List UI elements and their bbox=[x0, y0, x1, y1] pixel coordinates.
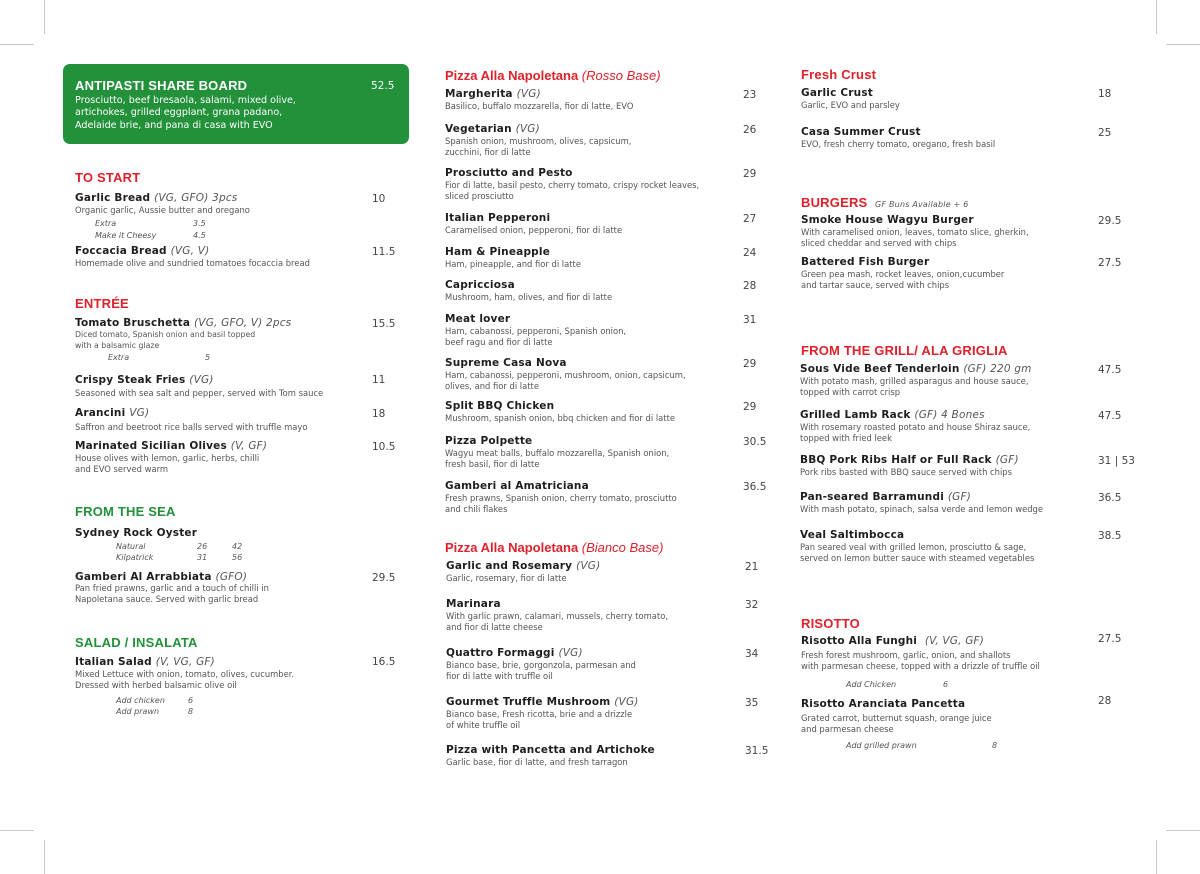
item-name: Gamberi al Amatriciana bbox=[445, 480, 589, 492]
pizza-bianco-item-price: 35 bbox=[745, 697, 759, 709]
pizza-bianco-item-desc bbox=[446, 709, 632, 731]
item-name: Italian Pepperoni bbox=[445, 212, 551, 224]
pizza-rosso-item-desc bbox=[445, 326, 626, 348]
grill-item-name bbox=[800, 409, 985, 421]
item-name: Tomato Bruschetta bbox=[75, 317, 191, 329]
item-name: Pizza with Pancetta and Artichoke bbox=[446, 744, 655, 756]
item-name: Smoke House Wagyu Burger bbox=[801, 214, 974, 226]
desc-line: topped with carrot crisp bbox=[800, 386, 901, 397]
grill-item-desc bbox=[800, 542, 1034, 564]
item-name: Pan-seared Barramundi bbox=[800, 491, 944, 503]
pizza-rosso-item-price: 31 bbox=[743, 314, 757, 326]
desc-line: House olives with lemon, garlic, herbs, chilli bbox=[75, 453, 260, 463]
heading-sub: (Rosso Base) bbox=[581, 68, 661, 83]
bruschetta-desc bbox=[75, 330, 255, 351]
risotto-funghi-price: 27.5 bbox=[1098, 633, 1122, 645]
section-burgers bbox=[801, 195, 969, 210]
grill-item-name bbox=[800, 529, 904, 541]
burger-item-name bbox=[801, 256, 929, 268]
antipasti-price: 52.5 bbox=[371, 80, 395, 92]
heading-text: Pizza Alla Napoletana bbox=[445, 540, 579, 555]
section-risotto: RISOTTO bbox=[801, 616, 860, 631]
add-chicken-label: Add chicken bbox=[116, 696, 165, 705]
crop-mark bbox=[0, 44, 34, 45]
risotto-add-chicken-price: 6 bbox=[943, 680, 949, 689]
desc-line: Pan fried prawns, garlic and a touch of chilli in bbox=[75, 583, 269, 593]
item-name: Split BBQ Chicken bbox=[445, 400, 555, 412]
desc-line: fresh basil, fior di latte bbox=[445, 458, 540, 469]
foccacia-name bbox=[75, 245, 209, 257]
desc-line: and parmesan cheese bbox=[801, 723, 894, 734]
grill-item-desc bbox=[800, 422, 1030, 444]
desc-line: Fresh forest mushroom, garlic, onion, and shallots bbox=[801, 650, 1011, 660]
desc-line: Mushroom, ham, olives, and fior di latte bbox=[445, 292, 613, 302]
item-tag: VG) bbox=[129, 407, 150, 419]
pizza-rosso-item-desc bbox=[445, 180, 699, 202]
extra-label: Extra bbox=[95, 219, 117, 228]
desc-line: Dressed with herbed balsamic olive oil bbox=[75, 679, 237, 690]
cheesy-price: 4.5 bbox=[193, 231, 206, 240]
desc-line: Garlic base, fior di latte, and fresh tarragon bbox=[446, 757, 628, 767]
grill-item-name bbox=[800, 454, 1019, 466]
pizza-rosso-item-price: 28 bbox=[743, 280, 757, 292]
item-tag: (VG) bbox=[516, 88, 541, 100]
item-name: Gourmet Truffle Mushroom bbox=[446, 696, 611, 708]
pizza-rosso-item-name bbox=[445, 480, 589, 492]
bruschetta-name bbox=[75, 317, 291, 329]
grill-item-desc bbox=[800, 504, 1043, 515]
crust-item-desc bbox=[801, 139, 995, 150]
item-name: Veal Saltimbocca bbox=[800, 529, 905, 541]
extra-label: Extra bbox=[108, 353, 130, 362]
item-tag: (VG) bbox=[189, 374, 214, 386]
heading-text: BURGERS bbox=[801, 195, 868, 210]
item-name: Marinara bbox=[446, 598, 501, 610]
grill-item-desc bbox=[800, 376, 1029, 398]
pizza-rosso-item-price: 29 bbox=[743, 168, 757, 180]
desc-line: Fior di latte, basil pesto, cherry tomato, crispy rocket leaves, bbox=[445, 180, 700, 190]
burger-item-desc bbox=[801, 227, 1029, 249]
desc-line: and tartar sauce, served with chips bbox=[801, 279, 950, 290]
steak-fries-price: 11 bbox=[372, 374, 386, 386]
desc-line: Diced tomato, Spanish onion and basil topped bbox=[75, 330, 256, 339]
pizza-bianco-item-name bbox=[446, 560, 600, 572]
pizza-bianco-item-price: 34 bbox=[745, 648, 759, 660]
desc-line: Bianco base, Fresh ricotta, brie and a drizzle bbox=[446, 709, 633, 719]
crop-mark bbox=[44, 0, 45, 34]
item-tag: (VG, GFO) 3pcs bbox=[154, 192, 238, 204]
risotto-pancetta-price: 28 bbox=[1098, 695, 1112, 707]
burger-item-desc bbox=[801, 269, 1004, 291]
desc-line: olives, and fior di latte bbox=[445, 380, 539, 391]
pizza-bianco-item-price: 32 bbox=[745, 599, 759, 611]
desc-line: fior di latte with truffle oil bbox=[446, 670, 553, 681]
desc-line: With caramelised onion, leaves, tomato slice, gherkin, bbox=[801, 227, 1029, 237]
item-tag: (V, GF) bbox=[230, 440, 268, 452]
item-tag: (V, VG, GF) bbox=[155, 656, 215, 668]
cheesy-label: Make it Cheesy bbox=[95, 231, 157, 240]
antipasti-desc bbox=[75, 95, 296, 132]
pizza-rosso-item-price: 27 bbox=[743, 213, 757, 225]
crop-mark bbox=[1156, 840, 1157, 874]
olives-desc bbox=[75, 453, 259, 475]
desc-line: Pan seared veal with grilled lemon, prosciutto & sage, bbox=[800, 542, 1027, 552]
crop-mark bbox=[1166, 44, 1200, 45]
item-name: Quattro Formaggi bbox=[446, 647, 555, 659]
pizza-rosso-item-desc bbox=[445, 448, 669, 470]
bruschetta-price: 15.5 bbox=[372, 318, 396, 330]
desc-line: EVO, fresh cherry tomato, oregano, fresh basil bbox=[801, 139, 996, 149]
pizza-rosso-item-price: 30.5 bbox=[743, 436, 767, 448]
item-tag: (VG) bbox=[558, 647, 583, 659]
item-name: Supreme Casa Nova bbox=[445, 357, 567, 369]
item-name: Casa Summer Crust bbox=[801, 126, 921, 138]
crust-item-name bbox=[801, 87, 873, 99]
desc-line: Mushroom, spanish onion, bbq chicken and fior di latte bbox=[445, 413, 676, 423]
desc-line: Basilico, buffalo mozzarella, fior di latte, EVO bbox=[445, 101, 634, 111]
desc-line: beef ragu and fior di latte bbox=[445, 336, 553, 347]
risotto-funghi-desc bbox=[801, 650, 1040, 672]
desc-line: Spanish onion, mushroom, olives, capsicum, bbox=[445, 136, 632, 146]
item-tag: (VG, V) bbox=[170, 245, 210, 257]
garlic-bread-price: 10 bbox=[372, 193, 386, 205]
crust-item-price: 18 bbox=[1098, 88, 1112, 100]
pizza-bianco-item-name bbox=[446, 696, 639, 708]
gf-buns-note: GF Buns Available + 6 bbox=[875, 200, 969, 209]
item-tag: (VG) bbox=[515, 123, 540, 135]
pizza-rosso-item-desc bbox=[445, 259, 581, 270]
pizza-rosso-item-desc bbox=[445, 413, 675, 424]
item-name: Ham & Pineapple bbox=[445, 246, 551, 258]
risotto-pancetta-name: Risotto Aranciata Pancetta bbox=[801, 698, 966, 710]
item-tag: (V, VG, GF) bbox=[924, 635, 985, 647]
grill-item-price: 36.5 bbox=[1098, 492, 1122, 504]
pizza-rosso-item-desc bbox=[445, 370, 686, 392]
oyster-natural-dozen: 42 bbox=[232, 542, 243, 551]
burger-item-price: 29.5 bbox=[1098, 215, 1122, 227]
oyster-kilpatrick-label: Kilpatrick bbox=[116, 553, 154, 562]
desc-line: Pork ribs basted with BBQ sauce served with chips bbox=[800, 467, 1012, 477]
pizza-rosso-item-desc bbox=[445, 101, 633, 112]
item-name: Foccacia Bread bbox=[75, 245, 167, 257]
pizza-rosso-item-desc bbox=[445, 292, 612, 303]
add-prawn-price: 8 bbox=[188, 707, 194, 716]
desc-line: served on lemon butter sauce with steamed vegetables bbox=[800, 552, 1035, 563]
burger-item-name bbox=[801, 214, 974, 226]
desc-line: Prosciutto, beef bresaola, salami, mixed olive, bbox=[75, 95, 296, 106]
crust-item-price: 25 bbox=[1098, 127, 1112, 139]
oyster-name: Sydney Rock Oyster bbox=[75, 527, 198, 539]
grill-item-desc bbox=[800, 467, 1012, 478]
add-chicken-price: 6 bbox=[188, 696, 194, 705]
antipasti-share-board bbox=[63, 64, 409, 144]
item-name: Battered Fish Burger bbox=[801, 256, 930, 268]
pizza-rosso-item-name bbox=[445, 88, 541, 100]
gamberi-name bbox=[75, 571, 247, 583]
crust-item-name bbox=[801, 126, 921, 138]
desc-line: with parmesan cheese, topped with a drizzle of truffle oil bbox=[801, 660, 1040, 671]
desc-line: Ham, cabanossi, pepperoni, mushroom, onion, capsicum, bbox=[445, 370, 686, 380]
item-tag: (GFO) bbox=[215, 571, 248, 583]
desc-line: Garlic, EVO and parsley bbox=[801, 100, 900, 110]
pizza-rosso-item-name bbox=[445, 313, 510, 325]
oyster-kilpatrick-dozen: 56 bbox=[232, 553, 243, 562]
desc-line: Napoletana sauce. Served with garlic bread bbox=[75, 593, 259, 604]
heading-sub: (Bianco Base) bbox=[581, 540, 664, 555]
item-name: Garlic Bread bbox=[75, 192, 151, 204]
gamberi-desc bbox=[75, 583, 269, 605]
item-name: Italian Salad bbox=[75, 656, 152, 668]
pizza-bianco-item-desc bbox=[446, 757, 628, 768]
desc-line: Adelaide brie, and pana di casa with EVO bbox=[75, 119, 273, 131]
item-tag: (VG, GFO, V) 2pcs bbox=[194, 317, 292, 329]
steak-fries-desc: Seasoned with sea salt and pepper, served with Tom sauce bbox=[75, 388, 324, 398]
grill-item-price: 31 | 53 bbox=[1098, 455, 1135, 467]
foccacia-desc: Homemade olive and sundried tomatoes focaccia bread bbox=[75, 258, 310, 268]
item-name: Capricciosa bbox=[445, 279, 515, 291]
arancini-name bbox=[75, 407, 149, 419]
desc-line: and EVO served warm bbox=[75, 463, 169, 474]
pizza-rosso-item-name bbox=[445, 167, 573, 179]
item-tag: (VG) bbox=[576, 560, 601, 572]
foccacia-price: 11.5 bbox=[372, 246, 396, 258]
pizza-rosso-item-name bbox=[445, 435, 532, 447]
desc-line: Fresh prawns, Spanish onion, cherry tomato, prosciutto bbox=[445, 493, 677, 503]
desc-line: sliced prosciutto bbox=[445, 190, 514, 201]
desc-line: topped with fried leek bbox=[800, 432, 892, 443]
item-name: Margherita bbox=[445, 88, 513, 100]
desc-line: Wagyu meat balls, buffalo mozzarella, Spanish onion, bbox=[445, 448, 670, 458]
section-salad: SALAD / INSALATA bbox=[75, 635, 198, 650]
italian-salad-desc bbox=[75, 669, 294, 691]
pizza-rosso-item-price: 26 bbox=[743, 124, 757, 136]
section-entree: ENTRÉE bbox=[75, 296, 129, 311]
risotto-funghi-name bbox=[801, 635, 984, 647]
desc-line: and chili flakes bbox=[445, 503, 508, 514]
item-name: Arancini bbox=[75, 407, 126, 419]
pizza-rosso-item-name bbox=[445, 246, 550, 258]
oyster-natural-label: Natural bbox=[116, 542, 146, 551]
grill-item-price: 47.5 bbox=[1098, 364, 1122, 376]
section-to-start: TO START bbox=[75, 170, 141, 185]
item-name: Sous Vide Beef Tenderloin bbox=[800, 363, 960, 375]
desc-line: with a balsamic glaze bbox=[75, 340, 160, 350]
italian-salad-name bbox=[75, 656, 215, 668]
item-tag: (VG) bbox=[614, 696, 639, 708]
crop-mark bbox=[1166, 830, 1200, 831]
pizza-bianco-item-name bbox=[446, 647, 583, 659]
grill-item-price: 47.5 bbox=[1098, 410, 1122, 422]
desc-line: artichokes, grilled eggplant, grana padano, bbox=[75, 107, 283, 119]
desc-line: Bianco base, brie, gorgonzola, parmesan and bbox=[446, 660, 636, 670]
crop-mark bbox=[44, 840, 45, 874]
olives-price: 10.5 bbox=[372, 441, 396, 453]
garlic-bread-name bbox=[75, 192, 237, 204]
pizza-rosso-item-desc bbox=[445, 225, 622, 236]
item-name: Grilled Lamb Rack bbox=[800, 409, 911, 421]
extra-price: 3.5 bbox=[193, 219, 206, 228]
item-name: Crispy Steak Fries bbox=[75, 374, 186, 386]
desc-line: Mixed Lettuce with onion, tomato, olives, cucumber. bbox=[75, 669, 295, 679]
olives-name bbox=[75, 440, 267, 452]
pizza-rosso-item-name bbox=[445, 279, 515, 291]
pizza-rosso-item-price: 24 bbox=[743, 247, 757, 259]
crust-item-desc bbox=[801, 100, 900, 111]
desc-line: Ham, cabanossi, pepperoni, Spanish onion, bbox=[445, 326, 627, 336]
desc-line: Ham, pineapple, and fior di latte bbox=[445, 259, 581, 269]
grill-item-name bbox=[800, 491, 971, 503]
risotto-add-chicken-label: Add Chicken bbox=[846, 680, 897, 689]
burger-item-price: 27.5 bbox=[1098, 257, 1122, 269]
item-name: Vegetarian bbox=[445, 123, 512, 135]
desc-line: With mash potato, spinach, salsa verde and lemon wedge bbox=[800, 504, 1044, 514]
pizza-rosso-item-name bbox=[445, 357, 567, 369]
desc-line: With rosemary roasted potato and house Shiraz sauce, bbox=[800, 422, 1031, 432]
pizza-bianco-item-price: 21 bbox=[745, 561, 759, 573]
arancini-desc: Saffron and beetroot rice balls served with truffle mayo bbox=[75, 422, 308, 432]
steak-fries-name bbox=[75, 374, 214, 386]
desc-line: zucchini, fior di latte bbox=[445, 146, 531, 157]
risotto-add-prawn-price: 8 bbox=[992, 741, 998, 750]
pizza-bianco-item-desc bbox=[446, 660, 636, 682]
pizza-bianco-item-name bbox=[446, 744, 655, 756]
oyster-natural-half: 26 bbox=[197, 542, 208, 551]
arancini-price: 18 bbox=[372, 408, 386, 420]
section-fresh-crust: Fresh Crust bbox=[801, 67, 877, 82]
item-name: BBQ Pork Ribs Half or Full Rack bbox=[800, 454, 992, 466]
section-from-the-sea: FROM THE SEA bbox=[75, 504, 176, 519]
italian-salad-price: 16.5 bbox=[372, 656, 396, 668]
item-name: Gamberi Al Arrabbiata bbox=[75, 571, 212, 583]
desc-line: sliced cheddar and served with chips bbox=[801, 237, 957, 248]
pizza-bianco-item-price: 31.5 bbox=[745, 745, 769, 757]
desc-line: With potato mash, grilled asparagus and house sauce, bbox=[800, 376, 1029, 386]
heading-text: Pizza Alla Napoletana bbox=[445, 68, 579, 83]
desc-line: of white truffle oil bbox=[446, 719, 521, 730]
oyster-kilpatrick-half: 31 bbox=[197, 553, 208, 562]
garlic-bread-desc: Organic garlic, Aussie butter and oregano bbox=[75, 205, 250, 215]
pizza-rosso-item-price: 23 bbox=[743, 89, 757, 101]
grill-item-name bbox=[800, 363, 1032, 375]
risotto-add-prawn-label: Add grilled prawn bbox=[846, 741, 917, 750]
pizza-rosso-item-price: 36.5 bbox=[743, 481, 767, 493]
desc-line: Garlic, rosemary, fior di latte bbox=[446, 573, 567, 583]
desc-line: Green pea mash, rocket leaves, onion,cucumber bbox=[801, 269, 1005, 279]
pizza-rosso-item-name bbox=[445, 212, 550, 224]
pizza-bianco-item-desc bbox=[446, 611, 668, 633]
crop-mark bbox=[0, 830, 34, 831]
item-name: Marinated Sicilian Olives bbox=[75, 440, 227, 452]
item-tag: (GF) bbox=[947, 491, 972, 503]
pizza-bianco-item-desc bbox=[446, 573, 567, 584]
pizza-rosso-heading bbox=[445, 68, 661, 83]
pizza-rosso-item-price: 29 bbox=[743, 401, 757, 413]
pizza-bianco-item-name bbox=[446, 598, 501, 610]
item-tag: (GF) 220 gm bbox=[963, 363, 1032, 375]
item-tag: (GF) 4 Bones bbox=[914, 409, 985, 421]
item-name: Prosciutto and Pesto bbox=[445, 167, 573, 179]
item-tag: (GF) bbox=[995, 454, 1019, 466]
desc-line: Caramelised onion, pepperoni, fior di latte bbox=[445, 225, 623, 235]
item-name: Garlic and Rosemary bbox=[446, 560, 573, 572]
desc-line: and fior di latte cheese bbox=[446, 621, 543, 632]
add-prawn-label: Add prawn bbox=[116, 707, 160, 716]
item-name: Risotto Alla Funghi bbox=[801, 635, 918, 647]
risotto-pancetta-desc bbox=[801, 713, 992, 735]
item-name: Meat lover bbox=[445, 313, 511, 325]
antipasti-title: ANTIPASTI SHARE BOARD bbox=[75, 78, 248, 93]
pizza-rosso-item-name bbox=[445, 400, 554, 412]
item-name: Pizza Polpette bbox=[445, 435, 533, 447]
pizza-bianco-heading bbox=[445, 540, 663, 555]
crop-mark bbox=[1156, 0, 1157, 34]
pizza-rosso-item-name bbox=[445, 123, 540, 135]
pizza-rosso-item-desc bbox=[445, 493, 677, 515]
section-grill: FROM THE GRILL/ ALA GRIGLIA bbox=[801, 343, 1008, 358]
desc-line: Grated carrot, butternut squash, orange juice bbox=[801, 713, 992, 723]
pizza-rosso-item-desc bbox=[445, 136, 631, 158]
extra-price: 5 bbox=[205, 353, 211, 362]
pizza-rosso-item-price: 29 bbox=[743, 358, 757, 370]
desc-line: With garlic prawn, calamari, mussels, cherry tomato, bbox=[446, 611, 668, 621]
gamberi-price: 29.5 bbox=[372, 572, 396, 584]
grill-item-price: 38.5 bbox=[1098, 530, 1122, 542]
item-name: Garlic Crust bbox=[801, 87, 873, 99]
